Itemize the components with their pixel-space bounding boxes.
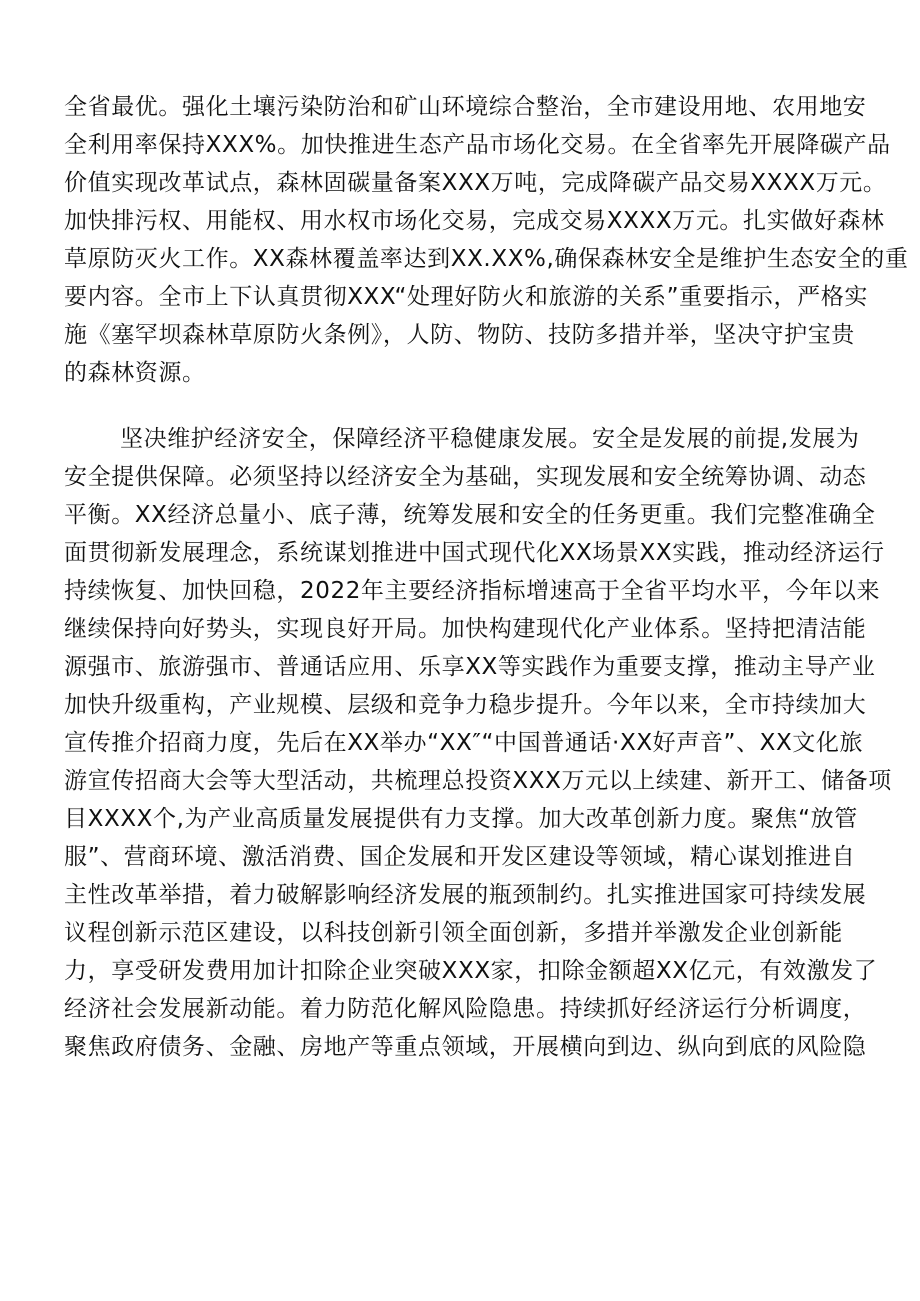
text-line: 服”、营商环境、激活消费、国企发展和开发区建设等领域，精心谋划推进自 xyxy=(64,844,856,870)
text-line: 安全提供保障。必须坚持以经济安全为基础，实现发展和安全统筹协调、动态 xyxy=(64,464,867,490)
text-line: 持续恢复、加快回稳，2022年主要经济指标增速高于全省平均水平，今年以来 xyxy=(64,578,881,604)
document-page xyxy=(64,88,909,1066)
text-line: 施《塞罕坝森林草原防火条例》，人防、物防、技防多措并举，坚决守护宝贵 xyxy=(64,322,855,348)
text-line: 平衡。XX经济总量小、底子薄，统筹发展和安全的任务更重。我们完整准确全 xyxy=(64,502,876,528)
text-line: 游宣传招商大会等大型活动，共梳理总投资XXX万元以上续建、新开工、储备项 xyxy=(64,768,892,794)
text-line: 主性改革举措，着力破解影响经济发展的瓶颈制约。扎实推进国家可持续发展 xyxy=(64,882,867,908)
text-line: 继续保持向好势头，实现良好开局。加快构建现代化产业体系。坚持把清洁能 xyxy=(64,616,867,642)
text-line: 宣传推介招商力度，先后在XX举办“XX″“中国普通话·XX好声音”、XX文化旅 xyxy=(64,730,864,756)
text-line: 的森林资源。 xyxy=(64,360,206,386)
text-line: 价值实现改革试点，森林固碳量备案XXX万吨，完成降碳产品交易XXXX万元。 xyxy=(64,170,887,196)
text-line: 议程创新示范区建设，以科技创新引领全面创新，多措并举激发企业创新能 xyxy=(64,920,843,946)
text-line: 全利用率保持XXX%。加快推进生态产品市场化交易。在全省率先开展降碳产品 xyxy=(64,132,891,158)
text-line: 要内容。全市上下认真贯彻XXX“处理好防火和旅游的关系”重要指示，严格实 xyxy=(64,284,868,310)
text-line: 聚焦政府债务、金融、房地产等重点领域，开展横向到边、纵向到底的风险隐 xyxy=(64,1034,867,1060)
text-line: 目XXXX个,为产业高质量发展提供有力支撑。加大改革创新力度。聚焦“放管 xyxy=(64,806,858,832)
text-line: 源强市、旅游强市、普通话应用、乐享XX等实践作为重要支撑，推动主导产业 xyxy=(64,654,876,680)
text-line: 力，享受研发费用加计扣除企业突破XXX家，扣除金额超XX亿元，有效激发了 xyxy=(64,958,878,984)
paragraph-economic-security xyxy=(64,420,892,1066)
text-line: 面贯彻新发展理念，系统谋划推进中国式现代化XX场景XX实践，推动经济运行 xyxy=(64,540,885,566)
text-line: 草原防灭火工作。XX森林覆盖率达到XX.XX%,确保森林安全是维护生态安全的重 xyxy=(64,246,909,272)
text-line: 加快升级重构，产业规模、层级和竞争力稳步提升。今年以来，全市持续加大 xyxy=(64,692,867,718)
text-line: 经济社会发展新动能。着力防范化解风险隐患。持续抓好经济运行分析调度， xyxy=(64,996,867,1022)
paragraph-ecology xyxy=(64,88,909,392)
text-line: 加快排污权、用能权、用水权市场化交易，完成交易XXXX万元。扎实做好森林 xyxy=(64,208,885,234)
text-line: 全省最优。强化土壤污染防治和矿山环境综合整治，全市建设用地、农用地安 xyxy=(64,94,867,120)
text-line: 坚决维护经济安全，保障经济平稳健康发展。安全是发展的前提,发展为 xyxy=(120,426,860,452)
